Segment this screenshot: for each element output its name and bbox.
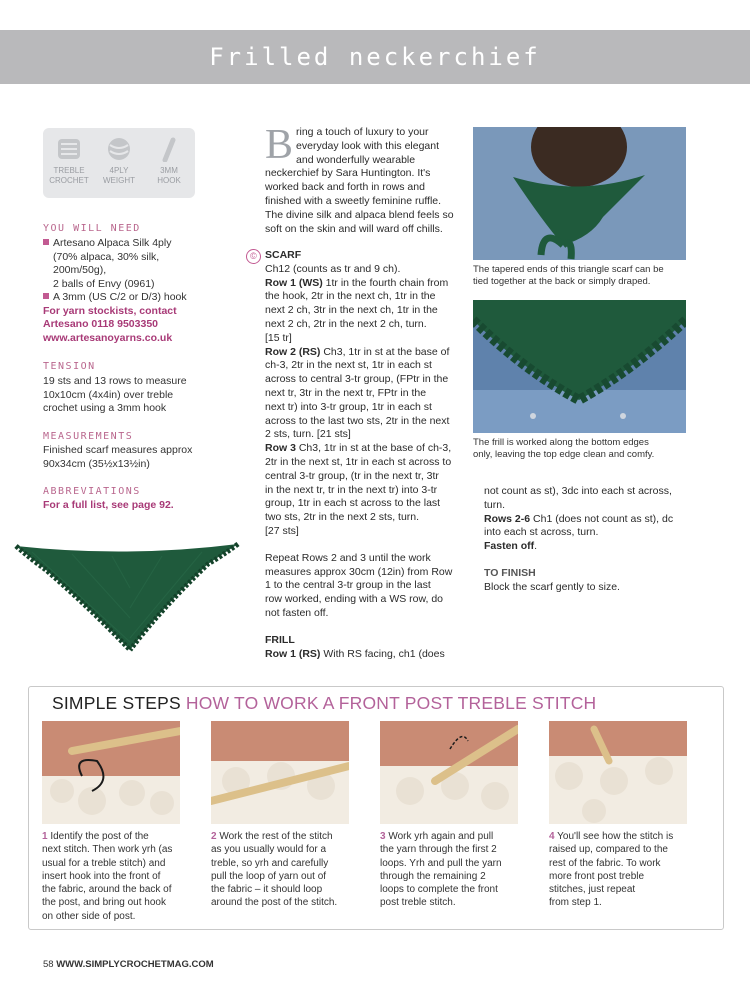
step-1-image — [42, 721, 180, 824]
hook-icon — [155, 136, 183, 162]
step-1-text: 1 Identify the post of the next stitch. Then work yrh (as usual for a treble stitch) and insert hook into the front of the fabric, around the back of the post, and bring out hook on other side of post. — [42, 831, 173, 922]
step-2-image — [211, 721, 349, 824]
icon-label-line1: TREBLE — [53, 166, 85, 175]
icon-label-line2: HOOK — [157, 176, 181, 185]
frill-heading: FRILL — [265, 633, 295, 646]
measurements-text: Finished scarf measures approx 90x34cm (35½x13½in) — [43, 444, 193, 470]
photo-back-view — [473, 127, 686, 260]
step-3-text: 3 Work yrh again and pull the yarn through the first 2 loops. Yrh and pull the yarn through the remaining 2 loops to complete the front post treble stitch. — [380, 831, 502, 909]
tension-text: 19 sts and 13 rows to measure 10x10cm (4x4in) over treble crochet using a 3mm hook — [43, 375, 187, 414]
hook-size-info — [147, 136, 191, 186]
weight-info — [97, 136, 141, 186]
page-number: 58 — [43, 959, 54, 970]
page-footer — [43, 959, 214, 970]
photo-front-view — [473, 300, 686, 433]
step-4-image — [549, 721, 687, 824]
material-item-2: A 3mm (US C/2 or D/3) hook — [43, 291, 187, 305]
top-band — [0, 0, 750, 28]
scarf-instructions: SCARF Ch12 (counts as tr and 9 ch). Row 1 (WS) 1tr in the fourth chain from the hook, 2tr in the next ch, 1tr in the next 2 ch, 3tr in the next ch, 1tr in the next 2 ch, 2tr in the next 2 ch, turn. [15 tr] Row 2 (RS) Ch3, 1tr in st at the base of ch-3, 2tr in the next st, 1tr in each st across to central 3-tr group, (FPtr in the next tr, 3tr in the next tr, FPtr in the next tr) into 3-tr group, 1tr in each st across to the last two sts, 2tr in the next 2 sts, turn. [21 sts] Row 3 Ch3, 1tr in st at the base of ch-3, 2tr in the next st, 1tr in each st across to central 3-tr group, (tr in the next tr, 3tr in the next tr, tr in the next tr) into 3-tr group, 1tr in each st across to the last two sts, 2tr in the next 2 sts, turn. [27 sts] Repeat Rows 2 and 3 until the work measures approx 30cm (12in) from Row 1 to the central 3-tr group in the last row worked, ending with a WS row, do not fasten off. FRILL Row 1 (RS) With RS facing, ch1 (does — [265, 249, 465, 661]
simple-steps-heading: SIMPLE STEPS HOW TO WORK A FRONT POST TREBLE STITCH — [52, 693, 597, 713]
stockists-line-2: Artesano 0118 9503350 — [43, 318, 159, 330]
icon-label-line2: WEIGHT — [103, 176, 135, 185]
step-2-text: 2 Work the rest of the stitch as you usually would for a treble, so yrh and carefully pull the loop of yarn out of the fabric – it should loop around the post of the stitch. — [211, 831, 338, 909]
material-item-1: Artesano Alpaca Silk 4ply — [43, 237, 187, 251]
bullet-icon — [43, 293, 49, 299]
stockists-link[interactable]: www.artesanoyarns.co.uk — [43, 331, 173, 344]
scarf-flat-image — [12, 538, 242, 660]
photo2-caption: The frill is worked along the bottom edges only, leaving the top edge clean and comfy. — [473, 437, 655, 460]
tension-heading: TENSION — [43, 361, 96, 372]
title-bar — [0, 30, 750, 84]
icon-label-line2: CROCHET — [49, 176, 89, 185]
you-will-need-heading: YOU WILL NEED — [43, 223, 141, 234]
abbreviations-heading: ABBREVIATIONS — [43, 486, 141, 497]
intro-paragraph: B ring a touch of luxury to your everyday look with this elegant and wonderfully wearable neckerchief by Sara Huntington. It's worked back and forth in rows and finished with a sweetly feminine ruffle. The divine silk and alpaca blend feels so soft on the skin and will ward off chills. — [265, 122, 454, 235]
photo1-caption: The tapered ends of this triangle scarf can be tied together at the back or simply draped. — [473, 264, 664, 287]
materials-list: Artesano Alpaca Silk 4ply (70% alpaca, 30% silk, 200m/50g), 2 balls of Envy (0961) A 3mm (US C/2 or D/3) hook For yarn stockists, contact Artesano 0118 9503350 www.artesanoyarns.co.uk — [43, 237, 187, 344]
frill-continued: not count as st), 3dc into each st across, turn. Rows 2-6 Ch1 (does not count as st), dc into each st across, turn. Fasten off. TO FINISH Block the scarf gently to size. — [484, 485, 689, 595]
drop-cap: B — [265, 122, 294, 168]
skein-icon — [105, 136, 133, 162]
icon-label-line1: 3MM — [160, 166, 178, 175]
website-link[interactable]: WWW.SIMPLYCROCHETMAG.COM — [56, 959, 214, 970]
yarn-ball-icon — [55, 136, 83, 162]
page-title: Frilled neckerchief — [209, 43, 541, 71]
step-3-image — [380, 721, 518, 824]
scarf-heading: SCARF — [265, 249, 302, 261]
stockists-line-1: For yarn stockists, contact — [43, 304, 177, 317]
info-icons-panel — [43, 128, 195, 198]
icon-label-line1: 4PLY — [109, 166, 129, 175]
step-4-text: 4 You'll see how the stitch is raised up, compared to the rest of the fabric. To work more front post treble stitches, just repeat from step 1. — [549, 831, 674, 909]
measurements-heading: MEASUREMENTS — [43, 431, 134, 442]
abbreviations-link[interactable]: For a full list, see page 92. — [43, 499, 174, 511]
copyright-badge: © — [246, 249, 261, 264]
treble-crochet-info — [47, 136, 91, 186]
finish-heading: TO FINISH — [484, 566, 536, 579]
bullet-icon — [43, 239, 49, 245]
